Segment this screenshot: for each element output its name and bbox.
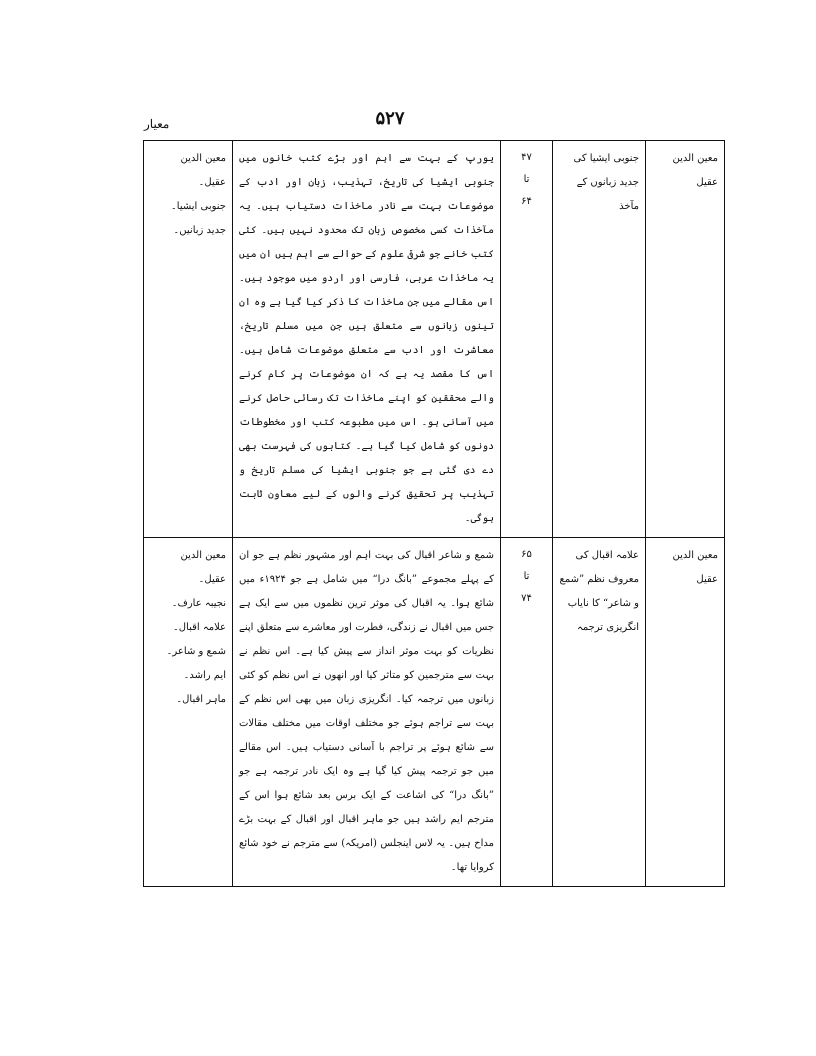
page-separator: تا xyxy=(523,174,530,185)
summary-cell: شمع و شاعر اقبال کی بہت اہم اور مشہور نظم ہے جو ان کے پہلے مجموعے ”بانگ درا“ میں شامل ہے جو ۱۹۲۴ء میں شائع ہوا۔ یہ اقبال کی موثر ترین نظموں میں سے ایک ہے جس میں اقبال نے زندگی، فطرت اور معاشرے سے متعلق اپنے نظریات کو بہت موثر انداز سے پیش کیا ہے۔ اس نظم نے بہت سے مترجمین کو متاثر کیا اور انھوں نے اس نظم کو کئی زبانوں میں ترجمہ کیا۔ انگریزی زبان میں بھی اس نظم کے بہت سے تراجم ہوئے جو مختلف اوقات میں مختلف مقالات سے شائع ہوئے پر تراجم با آسانی دستیاب ہیں۔ اس مقالے میں جو ترجمہ پیش کیا گیا ہے وہ ایک نادر ترجمہ ہے جو ”بانگ درا“ کی اشاعت کے ایک برس بعد شائع ہوا اس کے مترجم ایم راشد ہیں جو ماہر اقبال اور اقبال کے بہت بڑے مداح ہیں۔ یہ لاس اینجلس (امریکہ) سے مترجم نے خود شائع کروایا تھا۔ xyxy=(233,538,501,887)
page-end: ۷۴ xyxy=(521,593,532,604)
keyword: معین الدین عقیل۔ xyxy=(180,153,226,188)
page-end: ۶۴ xyxy=(521,196,532,207)
keyword: نجیبہ عارف۔ xyxy=(171,598,226,609)
pages-cell xyxy=(501,141,553,538)
keyword: جدید زبانیں۔ xyxy=(173,225,226,236)
keyword: علامہ اقبال۔ xyxy=(172,622,226,633)
table-row xyxy=(144,141,725,538)
keyword: ماہر اقبال۔ xyxy=(176,694,226,705)
pages-cell xyxy=(501,538,553,887)
keyword: جنوبی ایشیا۔ xyxy=(170,201,226,212)
page-number: ۵۲۷ xyxy=(375,108,405,129)
keyword: ایم راشد۔ xyxy=(183,670,226,681)
author-cell: معین الدین عقیل xyxy=(646,538,725,887)
keyword: معین الدین عقیل۔ xyxy=(180,550,226,585)
article-index-table xyxy=(143,140,725,887)
keywords-cell xyxy=(144,538,233,887)
table-row xyxy=(144,538,725,887)
page-start: ۶۵ xyxy=(521,549,532,560)
summary-cell: یورپ کے بہت سے اہم اور بڑے کتب خانوں میں جنوبی ایشیا کی تاریخ، تہذیب، زبان اور ادب کے موضوعات بہت سے نادر ماخذات دستیاب ہیں۔ یہ مآخذات کسی مخصوص زبان تک محدود نہیں ہیں۔ کئی کتب خانے جو شرقی علوم کے حوالے سے اہم ہیں ان میں یہ ماخذات عربی، فارسی اور اردو میں موجود ہیں۔ اس مقالے میں جن ماخذات کا ذکر کیا گیا ہے وہ ان تینوں زبانوں سے متعلق ہیں جن میں مسلم تاریخ، معاشرت اور ادب سے متعلق موضوعات شامل ہیں۔ اس کا مقصد یہ ہے کہ ان موضوعات پر کام کرنے والے محققین کو اپنے ماخذات تک رسائی حاصل کرنے میں آسانی ہو۔ اس میں مطبوعہ کتب اور مخطوطات دونوں کو شامل کیا گیا ہے۔ کتابوں کی فہرست بھی دے دی گئی ہے جو جنوبی ایشیا کی مسلم تاریخ و تہذیب پر تحقیق کرنے والوں کے لیے معاون ثابت ہوگی۔ xyxy=(233,141,501,538)
page-start: ۴۷ xyxy=(521,152,532,163)
title-cell: علامہ اقبال کی معروف نظم ”شمع و شاعر“ کا نایاب انگریزی ترجمہ xyxy=(553,538,646,887)
title-cell: جنوبی ایشیا کی جدید زبانوں کے مآخذ xyxy=(553,141,646,538)
page-separator: تا xyxy=(523,571,530,582)
author-cell: معین الدین عقیل xyxy=(646,141,725,538)
running-title: معیار xyxy=(144,117,170,131)
keywords-cell xyxy=(144,141,233,538)
keyword: شمع و شاعر۔ xyxy=(166,646,226,657)
